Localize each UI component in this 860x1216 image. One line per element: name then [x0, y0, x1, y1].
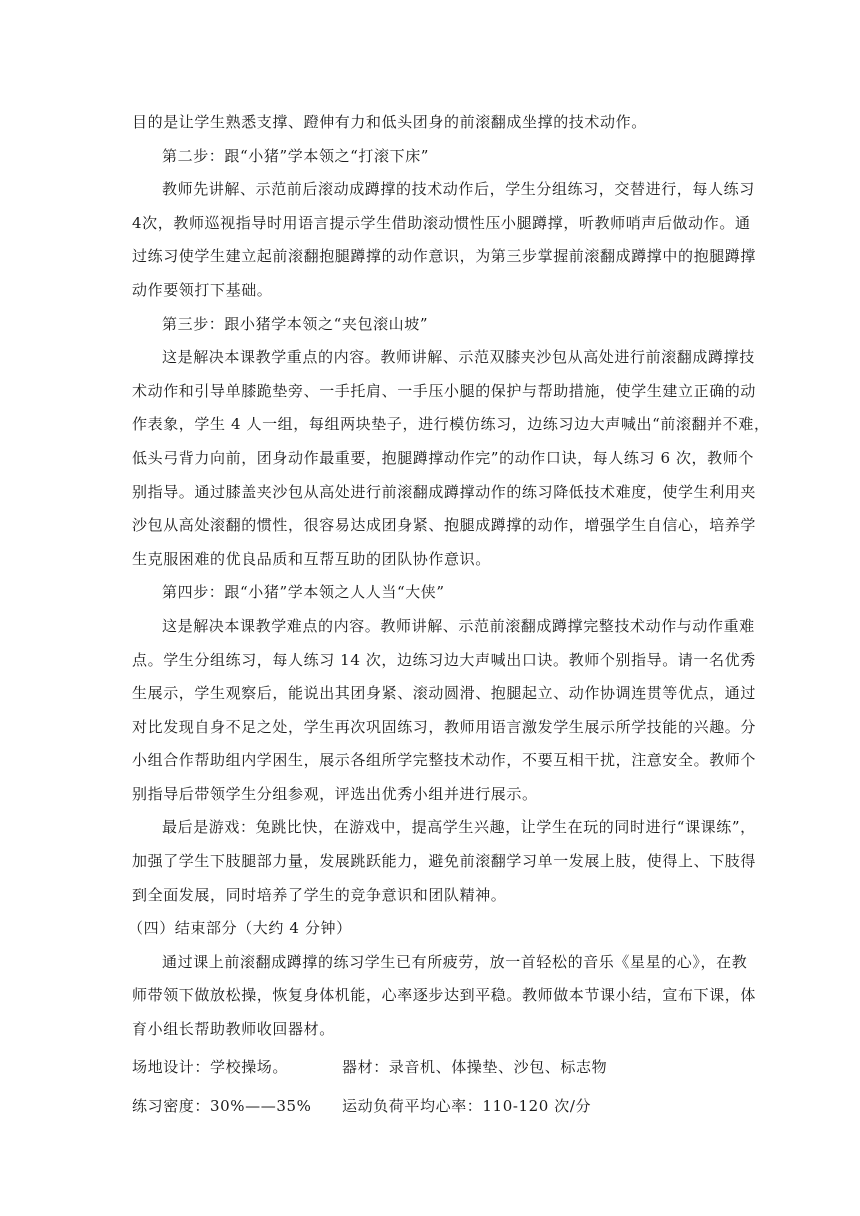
- text-line: 最后是游戏：兔跳比快，在游戏中，提高学生兴趣，让学生在玩的同时进行“课课练”，: [162, 818, 756, 837]
- text-line: 第三步：跟小猪学本领之“夹包滚山坡”: [162, 314, 429, 333]
- text-line: 生展示，学生观察后，能说出其团身紧、滚动圆滑、抱腿起立、动作协调连贯等优点，通过: [132, 684, 757, 703]
- info-row-density-heart-rate: [132, 1090, 732, 1124]
- text-line: 到全面发展，同时培养了学生的竞争意识和团队精神。: [132, 885, 507, 904]
- text-line: 这是解决本课教学重点的内容。教师讲解、示范双膝夹沙包从高处进行前滚翻成蹲撑技: [162, 348, 755, 367]
- text-line: 师带领下做放松操，恢复身体机能，心率逐步达到平稳。教师做本节课小结，宣布下课，体: [132, 986, 757, 1005]
- text-line: 通过课上前滚翻成蹲撑的练习学生已有所疲劳，放一首轻松的音乐《星星的心》，在教: [162, 952, 748, 971]
- text-line: 小组合作帮助组内学困生，展示各组所学完整技术动作，不要互相干扰，注意安全。教师个: [132, 751, 757, 770]
- paragraph-step-four: [132, 610, 757, 812]
- text-line: 第二步：跟“小猪”学本领之“打滚下床”: [162, 146, 430, 165]
- text-line: 别指导。通过膝盖夹沙包从高处进行前滚翻成蹲撑动作的练习降低技术难度，使学生利用夹: [132, 482, 757, 501]
- text-line: 这是解决本课教学难点的内容。教师讲解、示范前滚翻成蹲撑完整技术动作与动作重难: [162, 616, 755, 635]
- text-line: 低头弓背力向前，团身动作最重要，抱腿蹲撑动作完”的动作口诀，每人练习 6 次，教师个: [132, 448, 754, 467]
- text-line: 加强了学生下肢腿部力量，发展跳跃能力，避免前滚翻学习单一发展上肢，使得上、下肢得: [132, 852, 757, 871]
- paragraph-game: [132, 811, 757, 912]
- paragraph-ending: [132, 946, 757, 1047]
- step-four-title: [132, 576, 732, 610]
- text-line: 过练习使学生建立起前滚翻抱腿蹲撑的动作意识，为第三步掌握前滚翻成蹲撑中的抱腿蹲撑: [132, 247, 757, 266]
- text-line: 作表象，学生 4 人一组，每组两块垫子，进行模仿练习，边练习边大声喊出“前滚翻并不难，: [132, 415, 770, 434]
- document-body: [128, 106, 770, 1124]
- text-line: 沙包从高处滚翻的惯性，很容易达成团身紧、抱腿成蹲撑的动作，增强学生自信心，培养学: [132, 516, 757, 535]
- paragraph-step-two: [132, 173, 757, 307]
- density-text: 练习密度：30%——35%: [132, 1097, 312, 1116]
- paragraph-step-three: [132, 341, 770, 576]
- text-line: 别指导后带领学生分组参观，评选出优秀小组并进行展示。: [132, 784, 538, 803]
- heart-rate-text: 运动负荷平均心率：110-120 次/分: [342, 1097, 592, 1116]
- text-line: 教师先讲解、示范前后滚动成蹲撑的技术动作后，学生分组练习，交替进行，每人练习: [162, 180, 755, 199]
- text-line: 第四步：跟“小猪”学本领之人人当“大侠”: [162, 583, 445, 602]
- venue-text: 场地设计：学校操场。: [132, 1057, 289, 1076]
- section-heading-ending: （四）结束部分（大约 4 分钟）: [128, 919, 352, 938]
- paragraph-purpose: [132, 106, 732, 140]
- text-line: 生克服困难的优良品质和互帮互助的团队协作意识。: [132, 549, 491, 568]
- step-two-title: [132, 140, 732, 174]
- text-line: 目的是让学生熟悉支撑、蹬伸有力和低头团身的前滚翻成坐撑的技术动作。: [132, 113, 647, 131]
- text-line: 术动作和引导单膝跪垫旁、一手托肩、一手压小腿的保护与帮助措施，使学生建立正确的动: [132, 381, 757, 400]
- step-three-title: [132, 308, 732, 342]
- text-line: 点。学生分组练习，每人练习 14 次，边练习边大声喊出口诀。教师个别指导。请一名优秀: [132, 650, 756, 669]
- info-row-venue-equipment: [132, 1051, 732, 1085]
- equipment-text: 器材：录音机、体操垫、沙包、标志物: [342, 1057, 608, 1076]
- text-line: 育小组长帮助教师收回器材。: [132, 1020, 335, 1039]
- text-line: 对比发现自身不足之处，学生再次巩固练习，教师用语言激发学生展示所学技能的兴趣。分: [132, 717, 757, 736]
- text-line: 4次，教师巡视指导时用语言提示学生借助滚动惯性压小腿蹲撑，听教师哨声后做动作。通: [132, 213, 751, 232]
- text-line: 动作要领打下基础。: [132, 280, 273, 299]
